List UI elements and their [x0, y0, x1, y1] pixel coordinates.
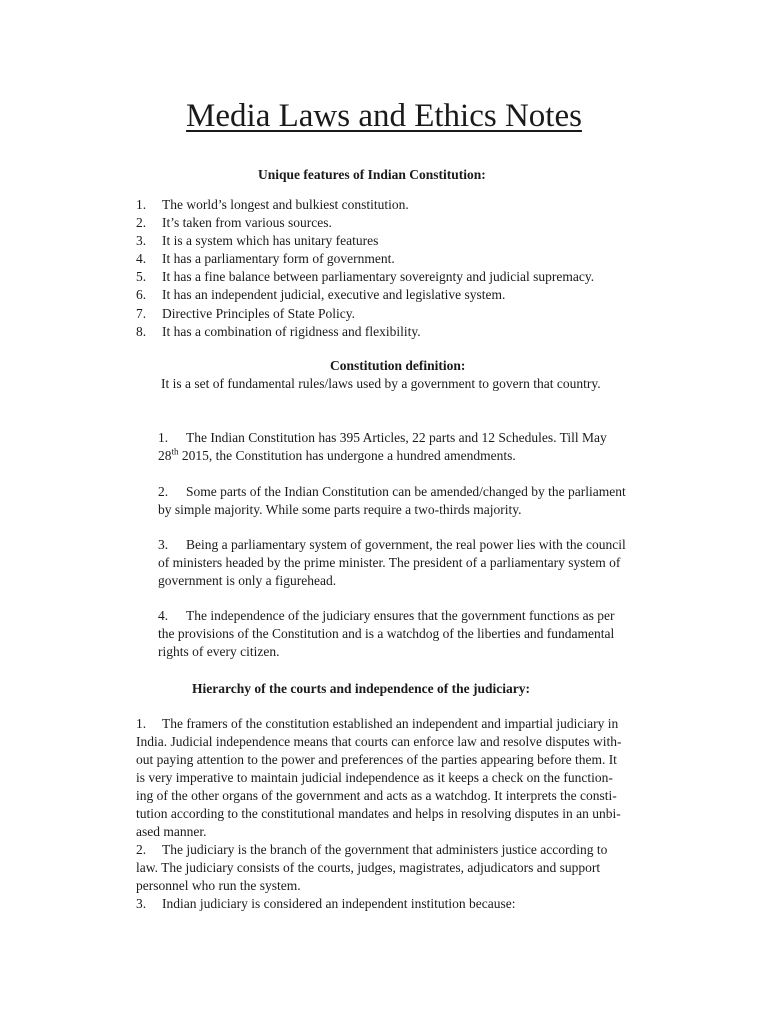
list-item: 8. It has a combination of rigidness and flexibility. [136, 323, 421, 339]
numbered-paragraph: 4. The independence of the judiciary ensures that the government functions as per the provisions of the Constitution and is a watchdog of the liberties and fundamental rights of every citizen. [158, 608, 615, 659]
list-item: 2. It’s taken from various sources. [136, 215, 332, 231]
section-heading-unique-features: Unique features of Indian Constitution: [258, 167, 486, 182]
section-heading-hierarchy-of-courts: Hierarchy of the courts and independence of the judiciary: [192, 681, 530, 696]
numbered-paragraph: 3. Being a parliamentary system of government, the real power lies with the council of ministers headed by the prime minister. The president of a parliamentary system of government is only a figurehead. [158, 537, 626, 588]
document-title-text: Media Laws and Ethics Notes [186, 98, 582, 134]
features-list [136, 196, 594, 341]
list-item: 6. It has an independent judicial, executive and legislative system. [136, 287, 506, 303]
document-title [0, 96, 768, 136]
constitution-definition-text: It is a set of fundamental rules/laws used by a government to govern that country. [161, 376, 601, 391]
list-item: 5. It has a fine balance between parliamentary sovereignty and judicial supremacy. [136, 269, 595, 285]
list-item: 4. It has a parliamentary form of government. [136, 251, 395, 267]
numbered-paragraph: 1. The Indian Constitution has 395 Articles, 22 parts and 12 Schedules. Till May 28th 2015, the Constitution has undergone a hundred amendments. [158, 430, 607, 463]
list-item: 1. The world’s longest and bulkiest constitution. [136, 197, 409, 212]
section-heading-constitution-definition: Constitution definition: [330, 358, 466, 373]
list-item: 7. Directive Principles of State Policy. [136, 305, 355, 321]
list-item: 3. It is a system which has unitary features [136, 233, 379, 249]
numbered-paragraph: 2. Some parts of the Indian Constitution can be amended/changed by the parliament by simple majority. While some parts require a two-thirds majority. [158, 484, 626, 517]
numbered-paragraph: 1. The framers of the constitution established an independent and impartial judiciary in India. Judicial independence means that courts can enforce law and resolve disputes with- out paying attention to the power and preferences of the parties appearing before them. It is very imperative to maintain judicial independence as it keeps a check on the function- ing of the other organs of the government and acts as a watchdog. It interprets the consti- tution according to the constitutional mandates and helps in resolving disputes in an unbi- ased manner. 2. The judiciary is the branch of the government that administers justice according to law. The judiciary consists of the courts, judges, magistrates, adjudicators and support personnel who run the system. 3. Indian judiciary is considered an independent institution because: [136, 716, 622, 911]
